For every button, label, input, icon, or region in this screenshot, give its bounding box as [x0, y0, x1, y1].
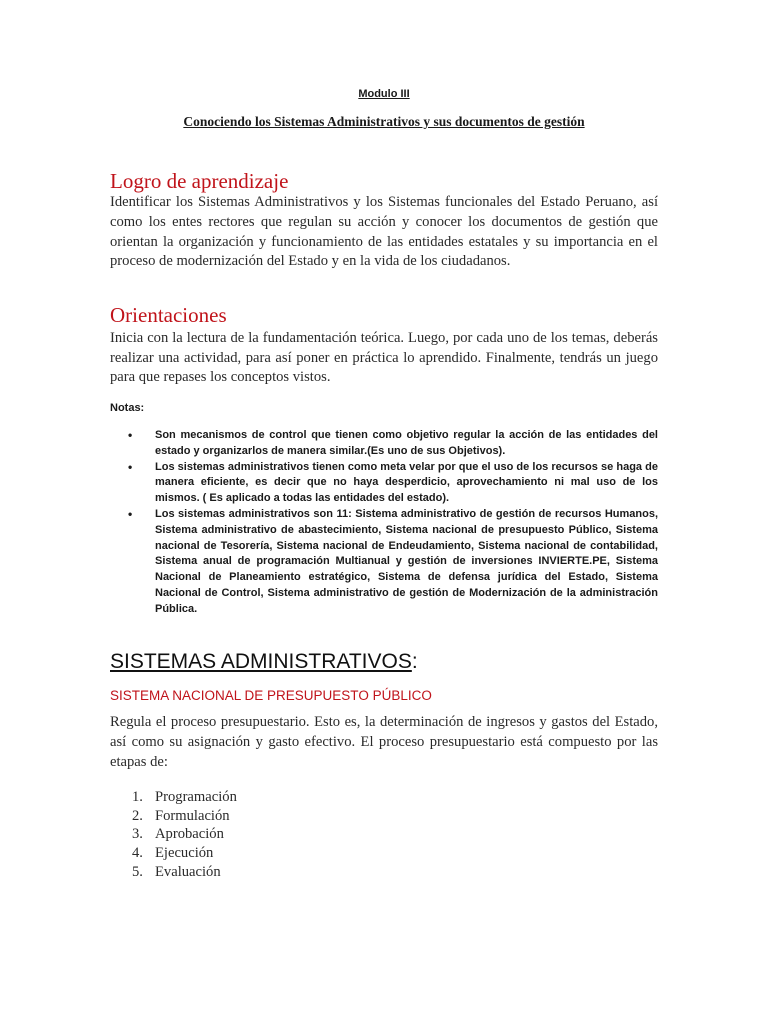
document-title: Conociendo los Sistemas Administrativos y sus documentos de gestión	[183, 114, 585, 129]
presupuesto-subheading: SISTEMA NACIONAL DE PRESUPUESTO PÚBLICO	[110, 688, 432, 703]
logro-paragraph: Identificar los Sistemas Administrativos y los Sistemas funcionales del Estado Peruano, así como los entes rectores que regulan su acción y conocer los documentos de gestión que orientan la organización y funcionamiento de las entidades estatales y su importancia en el proceso de modernización del Estado y en la vida de los ciudadanos.	[110, 194, 658, 270]
list-item	[110, 788, 237, 807]
notas-label: Notas:	[110, 402, 145, 414]
list-item-text: Los sistemas administrativos tienen como meta velar por que el uso de los recursos se haga de manera eficiente, es decir que no haya desperdicio, aprovechamiento ni mal uso de los mismos. ( Es aplicado a todas las entidades del estado).	[155, 460, 658, 505]
list-item	[110, 844, 237, 863]
bullet-icon: •	[128, 428, 133, 442]
notas-list	[110, 428, 658, 618]
list-number: 4.	[132, 845, 143, 862]
list-number: 2.	[132, 807, 143, 824]
list-item	[110, 428, 658, 460]
etapas-list	[110, 788, 237, 882]
orientaciones-paragraph: Inicia con la lectura de la fundamentación teórica. Luego, por cada uno de los temas, deberás realizar una actividad, para así poner en práctica lo aprendido. Finalmente, tendrás un juego para que repases los conceptos vistos.	[110, 330, 658, 385]
list-item	[110, 807, 237, 826]
list-item-text: Son mecanismos de control que tienen como objetivo regular la acción de las entidades del estado y organizarlos de manera similar.(Es uno de sus Objetivos).	[155, 429, 658, 457]
presupuesto-paragraph: Regula el proceso presupuestario. Esto es, la determinación de ingresos y gastos del Estado, así como su asignación y gasto efectivo. El proceso presupuestario está compuesto por las etapas de:	[110, 714, 658, 770]
list-item-text: Formulación	[155, 807, 230, 824]
list-item	[110, 863, 237, 882]
module-title: Modulo III	[358, 88, 410, 100]
list-item	[110, 825, 237, 844]
bullet-icon: •	[128, 506, 133, 521]
list-item-text: Programación	[155, 789, 237, 805]
sistemas-heading-colon: :	[411, 650, 418, 673]
list-item-text: Evaluación	[155, 863, 221, 880]
list-item-text: Los sistemas administrativos son 11: Sistema administrativo de gestión de recursos Humanos, Sistema administrativo de abastecimiento, Sistema nacional de presupuesto Público, Sistema nacional de Tesorería, Sistema nacional de Endeudamiento, Sistema nacional de contabilidad, Sistema anual de programación Multianual y gestión de inversiones INVIERTE.PE, Sistema Nacional de Planeamiento estratégico, Sistema de defensa jurídica del Estado, Sistema Nacional de Control, Sistema administrativo de gestión de Modernización de la administración Pública.	[155, 507, 658, 615]
bullet-icon: •	[128, 459, 133, 474]
list-item	[110, 507, 658, 618]
logro-heading: Logro de aprendizaje	[110, 169, 289, 193]
list-number: 1.	[132, 789, 143, 805]
list-item-text: Aprobación	[155, 826, 224, 843]
list-number: 5.	[132, 863, 143, 880]
sistemas-heading	[110, 650, 418, 674]
list-item-text: Ejecución	[155, 845, 214, 862]
list-item	[110, 460, 658, 507]
orientaciones-heading: Orientaciones	[110, 303, 227, 327]
list-number: 3.	[132, 826, 143, 843]
sistemas-heading-text: SISTEMAS ADMINISTRATIVOS	[110, 650, 412, 673]
